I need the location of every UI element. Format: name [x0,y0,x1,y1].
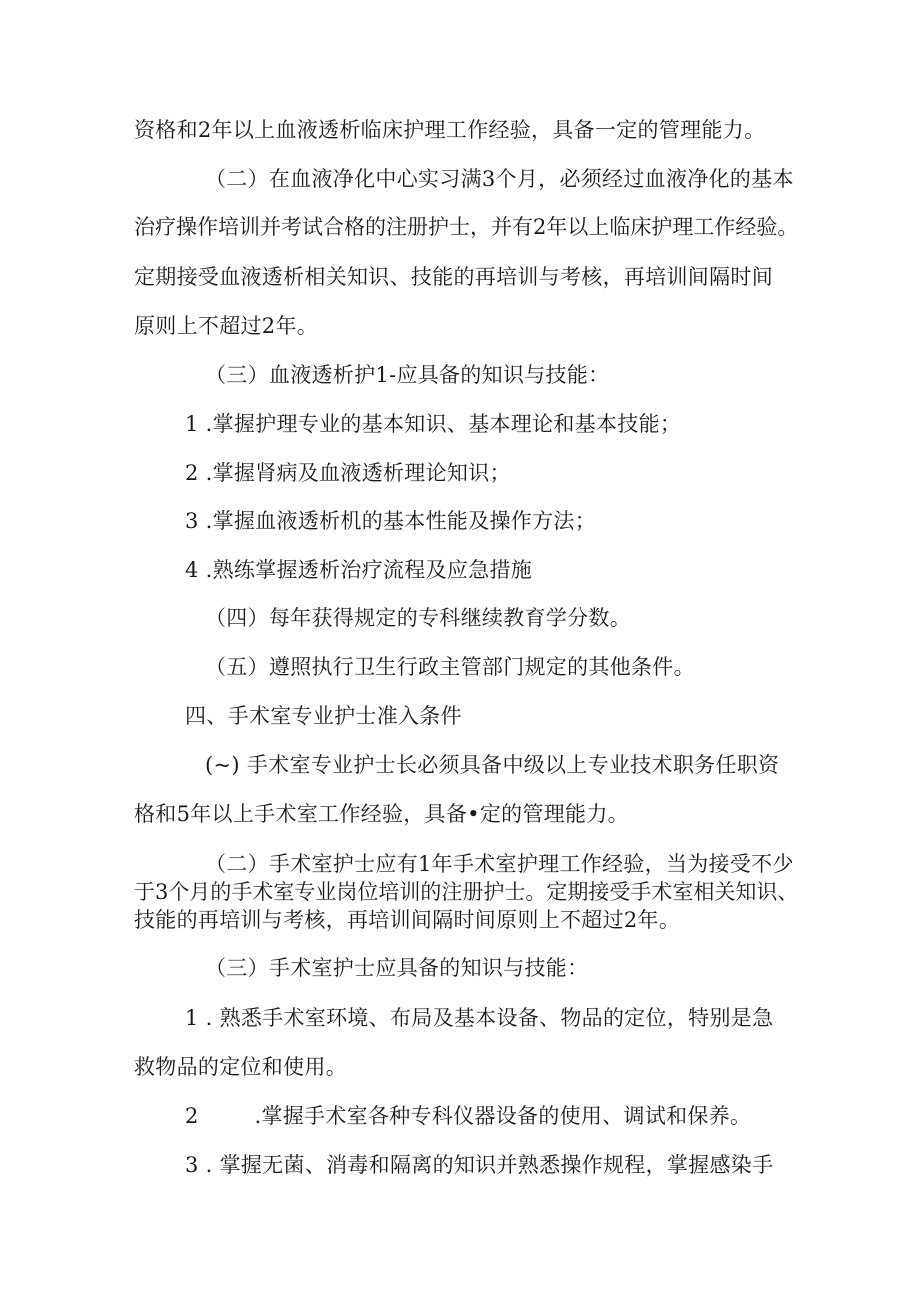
text-line-10: 4 .熟练掌握透析治疗流程及应急措施 [185,558,533,582]
text-line-7: 1 .掌握护理专业的基本知识、基本理论和基本技能； [185,412,682,436]
text-line-2: （二）在血液净化中心实习满3个月，必须经过血液净化的基本 [205,167,794,191]
text-line-8: 2 .掌握肾病及血液透析理论知识； [185,461,511,485]
text-line-17: 于3个月的手术室专业岗位培训的注册护士。定期接受手术室相关知识、 [134,880,799,904]
section-heading: 四、手术室专业护士准入条件 [185,704,462,728]
text-line-16: （二）手术室护士应有1年手术室护理工作经验，当为接受不少 [205,852,794,876]
text-line-3: 治疗操作培训并考试合格的注册护士，并有2年以上临床护理工作经验。 [134,215,799,239]
text-line-4: 定期接受血液透析相关知识、技能的再培训与考核，再培训间隔时间 [134,265,773,289]
text-line-14: (~) 手术室专业护士长必须具备中级以上专业技术职务任职资 [205,753,780,777]
text-line-20: 1 . 熟悉手术室环境、布局及基本设备、物品的定位，特别是急 [185,1006,774,1030]
text-line-18: 技能的再培训与考核，再培训间隔时间原则上不超过2年。 [134,908,681,932]
text-line-23: 3 . 掌握无菌、消毒和隔离的知识并熟悉操作规程，掌握感染手 [185,1153,774,1177]
text-line-21: 救物品的定位和使用。 [134,1055,347,1079]
text-line-15: 格和5年以上手术室工作经验，具备•定的管理能力。 [134,802,629,826]
text-line-11: （四）每年获得规定的专科继续教育学分数。 [205,606,631,630]
text-line-5: 原则上不超过2年。 [134,314,319,338]
text-line-22: 2 .掌握手术室各种专科仪器设备的使用、调试和保养。 [185,1104,752,1128]
text-line-19: （三）手术室护士应具备的知识与技能： [205,956,589,980]
text-line-6: （三）血液透析护1-应具备的知识与技能： [205,363,610,387]
text-line-12: （五）遵照执行卫生行政主管部门规定的其他条件。 [205,655,695,679]
text-line-9: 3 .掌握血液透析机的基本性能及操作方法； [185,509,597,533]
text-line-1: 资格和2年以上血液透析临床护理工作经验，具备一定的管理能力。 [134,118,766,142]
